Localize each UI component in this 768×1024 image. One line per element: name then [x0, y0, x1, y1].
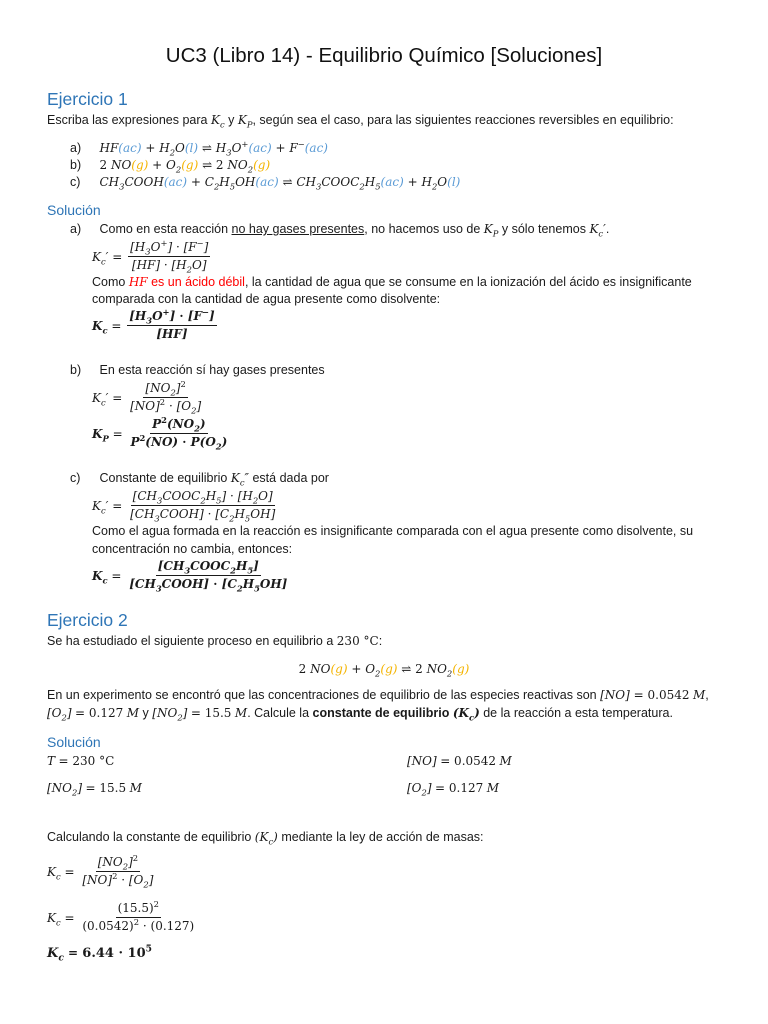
- exercise-2-reaction: 2 $NO(g) + O_2(g)$ ⇌ 2 $NO_2(g)$: [298, 662, 470, 679]
- calc-text: Calculando la constante de equilibrio $(K_c)$ mediante la ley de acción de masas:: [47, 830, 484, 847]
- equation-kc-c: $K_c$ = $\frac{[CH_3COOC_2H_5]}{[CH_3COOH] \cdot [C_2H_5OH]}$: [92, 559, 288, 594]
- exercise-1-prompt: Escriba las expresiones para $K_c$ y $K_P$, según sea el caso, para las siguientes reacciones reversibles en equilibrio:: [47, 113, 674, 130]
- equation-kc-mass-action: $K_c$ = $\frac{[NO_2]^2}{[NO]^2 \cdot [O_2]}$: [47, 853, 154, 890]
- solution-c-note-line2: concentración no cambia, entonces:: [92, 542, 293, 556]
- exercise-2-intro: Se ha estudiado el siguiente proceso en equilibrio a 230 °C:: [47, 634, 383, 648]
- reaction-c: c) $CH_3COOH(ac) + C_2H_5OH(ac)$ ⇌ $CH_3COOC_2H_5(ac) + H_2O(l)$: [70, 175, 461, 192]
- exercise-2-experiment-line2: $[O_2] = 0.127$ M y $[NO_2] = 15.5$ M. Calcule la constante de equilibrio $(K_c)$ de la reacción a esta temperatura.: [47, 706, 673, 723]
- exercise-2-experiment-line1: En un experimento se encontró que las concentraciones de equilibrio de las especies reactivas son [NO] = 0.0542 M,: [47, 688, 709, 702]
- exercise-1-heading: Ejercicio 1: [47, 89, 128, 109]
- equation-kc-a: $K_c$ = $\frac{[H_3O^+] \cdot [F^-]}{[HF]}$: [92, 307, 215, 341]
- equation-kc-prime-c: $K_c'$ = $\frac{[CH_3COOC_2H_5] \cdot [H_2O]}{[CH_3COOH] \cdot [C_2H_5OH]}$: [92, 489, 276, 524]
- solution-c-text: c) Constante de equilibrio $K_c''$ está dada por: [70, 471, 329, 488]
- solution-1-heading: Solución: [47, 202, 101, 218]
- page-title: UC3 (Libro 14) - Equilibrio Químico [Soluciones]: [165, 44, 603, 67]
- solution-a-text: a) Como en esta reacción no hay gases presentes, no hacemos uso de $K_P$ y sólo tenemos $K_c'$.: [70, 222, 610, 239]
- reaction-b: b) 2 $NO(g) + O_2(g)$ ⇌ 2 $NO_2(g)$: [70, 158, 271, 175]
- given-no2: $[NO_2] = 15.5$ M: [47, 781, 142, 798]
- equation-kp-b: $K_P$ = $\frac{P^2(NO_2)}{P^2(NO) \cdot P(O_2)}$: [92, 415, 228, 452]
- reaction-a: a) $HF(ac) + H_2O(l)$ ⇌ $H_3O^+(ac) + F^-(ac)$: [70, 139, 328, 158]
- equation-kc-prime-a: $K_c'$ = $\frac{[H_3O^+] \cdot [F^-]}{[HF] \cdot [H_2O]}$: [92, 238, 209, 275]
- equation-kc-substituted: $K_c$ = $\frac{(15.5)^2}{(0.0542)^2 \cdot (0.127)}$: [47, 899, 195, 933]
- given-no: [NO] = 0.0542 M: [407, 754, 512, 768]
- solution-b-text: b) En esta reacción sí hay gases presentes: [70, 363, 325, 377]
- given-temperature: T = 230 °C: [47, 754, 115, 768]
- solution-a-weak-acid-line2: comparada con la cantidad de agua presente como disolvente:: [92, 292, 441, 306]
- solution-a-weak-acid-line1: Como HF es un ácido débil, la cantidad de agua que se consume en la ionización del ácido es insignificante: [92, 275, 692, 289]
- equation-kc-result: $K_c = 6.44 \cdot 10^5$: [47, 943, 152, 964]
- equation-kc-prime-b: $K_c'$ = $\frac{[NO_2]^2}{[NO]^2 \cdot [O_2]}$: [92, 379, 202, 416]
- exercise-2-heading: Ejercicio 2: [47, 610, 128, 630]
- solution-c-note-line1: Como el agua formada en la reacción es insignificante comparada con el agua presente como disolvente, su: [92, 524, 694, 538]
- given-o2: $[O_2] = 0.127$ M: [407, 781, 500, 798]
- solution-2-heading: Solución: [47, 734, 101, 750]
